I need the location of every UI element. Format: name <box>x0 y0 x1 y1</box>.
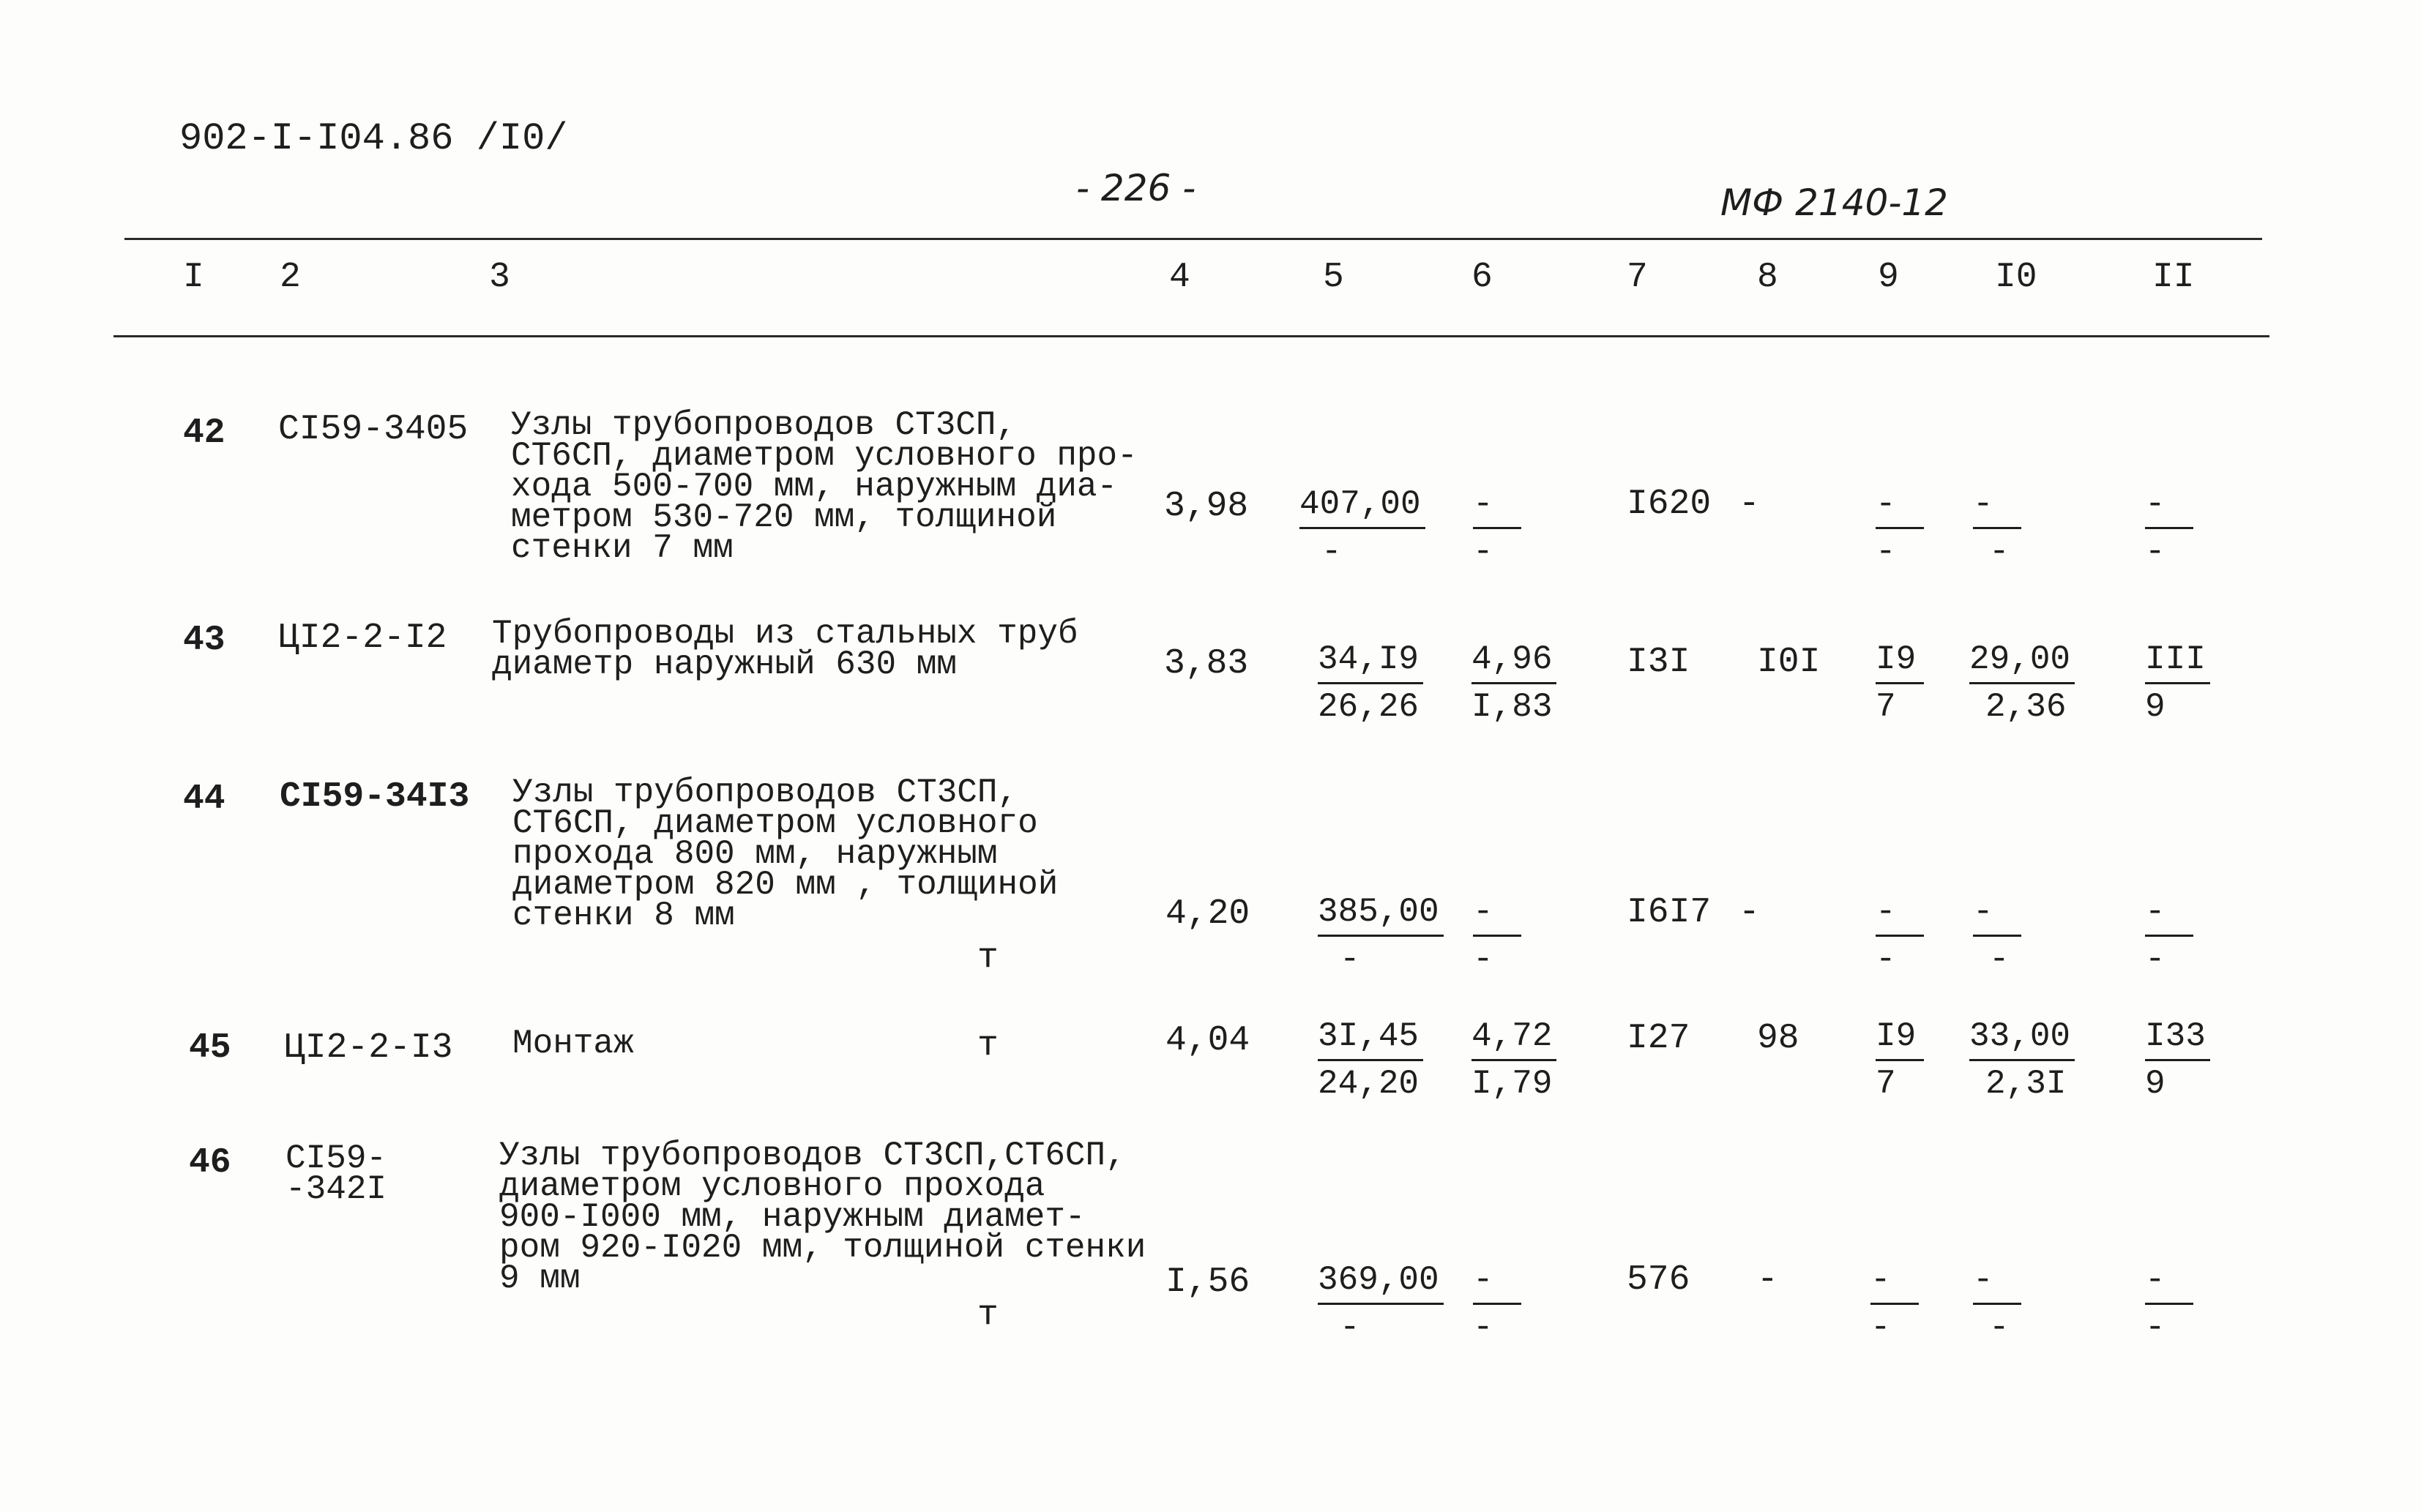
row-col7: 576 <box>1627 1260 1690 1300</box>
col5-bottom: - <box>1340 1309 1360 1347</box>
col11-bottom: 9 <box>2145 688 2166 726</box>
row-number: 42 <box>183 413 225 453</box>
row-col11 <box>2145 1257 2193 1350</box>
col11-top: III <box>2145 637 2210 684</box>
row-description: Узлы трубопроводов СТ3СП, СТ6СП, диаметром условного прохода 800 мм, наружным диаметром 820 мм , толщиной стенки 8 мм <box>512 774 1059 935</box>
col11-top: - <box>2145 482 2193 529</box>
col11-bottom: - <box>2145 533 2166 571</box>
col6-top: - <box>1473 1257 1521 1305</box>
col5-bottom: - <box>1321 533 1342 571</box>
row-col10 <box>1973 1257 2021 1350</box>
col10-bottom: - <box>1989 940 2010 978</box>
col10-bottom: - <box>1989 533 2010 571</box>
row-col5 <box>1318 637 1423 730</box>
col10-bottom: 2,3I <box>1985 1065 2067 1103</box>
col9-top: - <box>1876 482 1924 529</box>
col9-bottom: 7 <box>1876 1065 1896 1103</box>
column-header-4: 4 <box>1169 258 1190 297</box>
row-col11 <box>2145 482 2193 575</box>
col6-top: - <box>1473 889 1521 937</box>
row-col9 <box>1876 889 1924 982</box>
row-col11 <box>2145 889 2193 982</box>
col5-bottom: - <box>1340 940 1360 978</box>
col5-top: 407,00 <box>1299 482 1425 529</box>
row-col10 <box>1969 1014 2075 1107</box>
row-col5 <box>1318 889 1444 982</box>
col11-top: - <box>2145 1257 2193 1305</box>
column-header-11: II <box>2152 258 2195 297</box>
table-top-rule <box>124 238 2262 240</box>
row-unit: т <box>977 1295 999 1335</box>
row-col4: 3,98 <box>1164 487 1249 526</box>
row-col5 <box>1318 1257 1444 1350</box>
row-col8: 98 <box>1757 1019 1799 1058</box>
col10-top: 29,00 <box>1969 637 2075 684</box>
page-number: - 226 - <box>1076 167 1196 209</box>
col11-top: - <box>2145 889 2193 937</box>
col9-top: - <box>1876 889 1924 937</box>
row-description: Узлы трубопроводов СТ3СП, СТ6СП, диаметром условного про- хода 500-700 мм, наружным диа- метром 530-720 мм, толщиной стенки 7 мм <box>511 406 1138 567</box>
col10-bottom: - <box>1989 1309 2010 1347</box>
col9-bottom: - <box>1876 533 1896 571</box>
row-description: Монтаж <box>512 1025 634 1063</box>
row-col10 <box>1973 482 2021 575</box>
column-header-5: 5 <box>1323 258 1344 297</box>
row-col5 <box>1299 482 1425 575</box>
column-header-2: 2 <box>280 258 301 297</box>
row-col4: 4,20 <box>1165 894 1250 934</box>
col11-bottom: 9 <box>2145 1065 2166 1103</box>
handwritten-code: МФ 2140-12 <box>1720 181 1948 224</box>
col10-bottom: 2,36 <box>1985 688 2067 726</box>
col5-bottom: 26,26 <box>1318 688 1420 726</box>
row-col8: I0I <box>1757 643 1821 682</box>
row-number: 44 <box>183 779 225 819</box>
col9-top: I9 <box>1876 637 1924 684</box>
header-bottom-rule <box>113 335 2269 337</box>
document-code: 902-I-I04.86 /I0/ <box>179 117 568 160</box>
column-header-9: 9 <box>1878 258 1899 297</box>
row-col4: 3,83 <box>1164 644 1249 684</box>
row-col7: I27 <box>1627 1019 1690 1058</box>
col6-bottom: - <box>1473 533 1493 571</box>
col6-bottom: I,79 <box>1471 1065 1553 1103</box>
row-code: ЦI2-2-I2 <box>278 618 447 658</box>
row-col9 <box>1876 637 1924 730</box>
row-description: Трубопроводы из стальных труб диаметр наружный 630 мм <box>492 615 1078 684</box>
row-col7: I6I7 <box>1627 893 1712 932</box>
col6-top: 4,96 <box>1471 637 1556 684</box>
row-unit: т <box>977 1026 999 1066</box>
row-col8: - <box>1739 893 1760 932</box>
row-code: СI59-3405 <box>278 410 469 449</box>
col11-top: I33 <box>2145 1014 2210 1061</box>
column-header-3: 3 <box>489 258 510 297</box>
column-header-10: I0 <box>1995 258 2037 297</box>
col6-top: - <box>1473 482 1521 529</box>
col9-bottom: 7 <box>1876 688 1896 726</box>
row-code: СI59-34I3 <box>280 777 470 817</box>
row-col7: I3I <box>1627 643 1690 682</box>
col11-bottom: - <box>2145 1309 2166 1347</box>
row-col6 <box>1473 889 1521 982</box>
col5-top: 369,00 <box>1318 1257 1444 1305</box>
col6-bottom: - <box>1473 1309 1493 1347</box>
col10-top: - <box>1973 482 2021 529</box>
col6-top: 4,72 <box>1471 1014 1556 1061</box>
row-col9 <box>1876 1014 1924 1107</box>
column-header-1: I <box>183 258 204 297</box>
row-code: СI59- -342I <box>286 1139 387 1208</box>
row-col5 <box>1318 1014 1423 1107</box>
row-number: 45 <box>189 1028 231 1068</box>
row-unit: т <box>977 938 999 978</box>
row-col6 <box>1473 482 1521 575</box>
column-header-8: 8 <box>1757 258 1778 297</box>
row-col9 <box>1870 1257 1919 1350</box>
row-col11 <box>2145 1014 2210 1107</box>
col10-top: 33,00 <box>1969 1014 2075 1061</box>
column-header-6: 6 <box>1471 258 1493 297</box>
row-number: 46 <box>189 1143 231 1183</box>
row-col6 <box>1471 1014 1556 1107</box>
column-header-7: 7 <box>1627 258 1648 297</box>
row-col4: I,56 <box>1165 1262 1250 1302</box>
row-code: ЦI2-2-I3 <box>284 1028 453 1068</box>
col9-top: I9 <box>1876 1014 1924 1061</box>
row-col9 <box>1876 482 1924 575</box>
col6-bottom: - <box>1473 940 1493 978</box>
col5-bottom: 24,20 <box>1318 1065 1420 1103</box>
col5-top: 34,I9 <box>1318 637 1423 684</box>
col5-top: 385,00 <box>1318 889 1444 937</box>
row-col11 <box>2145 637 2210 730</box>
row-col10 <box>1969 637 2075 730</box>
row-col6 <box>1471 637 1556 730</box>
col9-bottom: - <box>1870 1309 1891 1347</box>
row-description: Узлы трубопроводов СТ3СП,СТ6СП, диаметром условного прохода 900-I000 мм, наружным диамет- ром 920-I020 мм, толщиной стенки 9 мм <box>499 1137 1146 1298</box>
col10-top: - <box>1973 1257 2021 1305</box>
row-number: 43 <box>183 621 225 660</box>
col9-bottom: - <box>1876 940 1896 978</box>
col6-bottom: I,83 <box>1471 688 1553 726</box>
row-col4: 4,04 <box>1165 1021 1250 1060</box>
row-col8: - <box>1757 1260 1778 1300</box>
row-col8: - <box>1739 484 1760 524</box>
row-col7: I620 <box>1627 484 1712 524</box>
col5-top: 3I,45 <box>1318 1014 1423 1061</box>
col11-bottom: - <box>2145 940 2166 978</box>
row-col10 <box>1973 889 2021 982</box>
col9-top: - <box>1870 1257 1919 1305</box>
row-col6 <box>1473 1257 1521 1350</box>
col10-top: - <box>1973 889 2021 937</box>
